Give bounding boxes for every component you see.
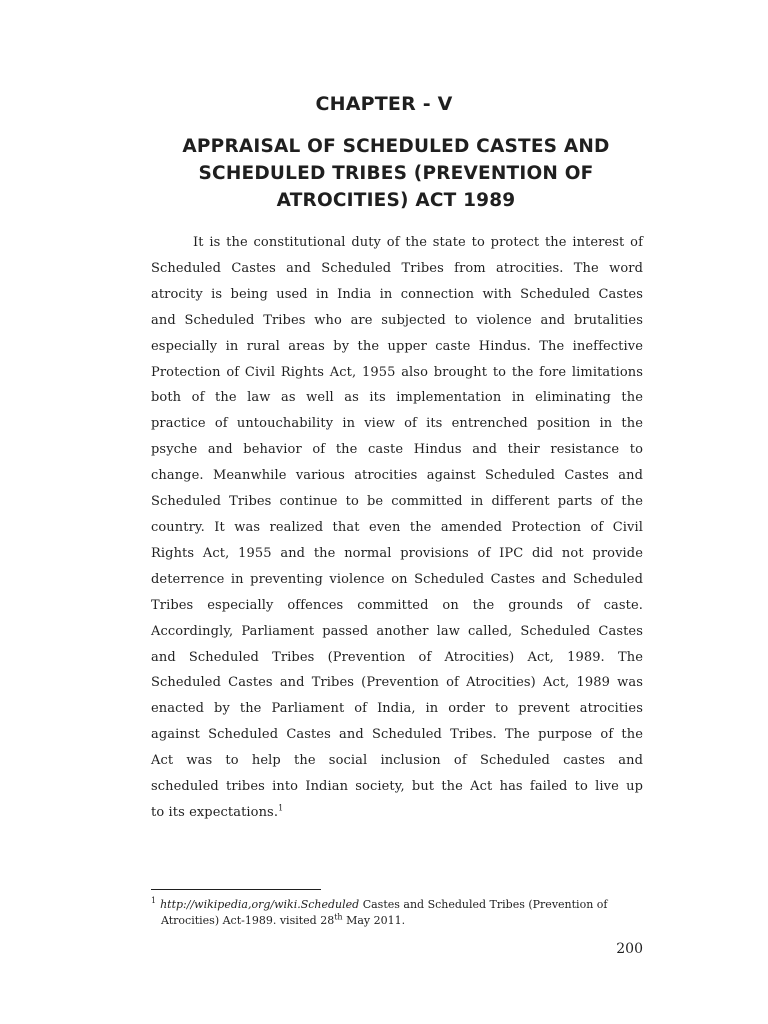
paragraph-line: Scheduled Castes and Tribes (Prevention of Atrocities) Act, 1989 was bbox=[151, 675, 643, 691]
footnote-divider bbox=[151, 889, 321, 890]
paragraph-line: both of the law as well as its implementation in eliminating the bbox=[151, 390, 643, 406]
paragraph-line: and Scheduled Tribes (Prevention of Atrocities) Act, 1989. The bbox=[151, 649, 643, 665]
body-paragraph bbox=[151, 230, 643, 826]
footnote bbox=[151, 897, 643, 929]
paragraph-line: deterrence in preventing violence on Scheduled Castes and Scheduled bbox=[151, 571, 643, 587]
chapter-heading: CHAPTER - V bbox=[315, 93, 453, 115]
paragraph-line: change. Meanwhile various atrocities against Scheduled Castes and bbox=[151, 468, 643, 484]
paragraph-line: Rights Act, 1955 and the normal provisions of IPC did not provide bbox=[151, 545, 643, 561]
footnote-text: Castes and Scheduled Tribes (Prevention of bbox=[359, 898, 608, 911]
paragraph-last-line bbox=[151, 800, 643, 826]
paragraph-line: scheduled tribes into Indian society, but the Act has failed to live up bbox=[151, 779, 643, 795]
paragraph-line: It is the constitutional duty of the state to protect the interest of bbox=[193, 235, 643, 250]
paragraph-line: especially in rural areas by the upper caste Hindus. The ineffective bbox=[151, 338, 643, 354]
footnote-line bbox=[151, 897, 643, 913]
paragraph-line: Tribes especially offences committed on the grounds of caste. bbox=[151, 597, 643, 613]
paragraph-line: and Scheduled Tribes who are subjected to violence and brutalities bbox=[151, 312, 643, 328]
paragraph-line: psyche and behavior of the caste Hindus and their resistance to bbox=[151, 442, 643, 458]
paragraph-line: Act was to help the social inclusion of Scheduled castes and bbox=[151, 753, 643, 769]
paragraph-line: against Scheduled Castes and Scheduled Tribes. The purpose of the bbox=[151, 727, 643, 743]
paragraph-line-text: to its expectations. bbox=[151, 804, 279, 820]
paragraph-line: Accordingly, Parliament passed another law called, Scheduled Castes bbox=[151, 623, 643, 639]
footnote-line bbox=[151, 913, 643, 929]
footnote-reference[interactable]: 1 bbox=[278, 803, 284, 813]
paragraph-line: Scheduled Castes and Scheduled Tribes from atrocities. The word bbox=[151, 260, 643, 276]
paragraph-line: country. It was realized that even the amended Protection of Civil bbox=[151, 519, 643, 535]
footnote-ordinal: th bbox=[334, 912, 343, 922]
footnote-marker: 1 bbox=[151, 896, 157, 906]
paragraph-line: practice of untouchability in view of its entrenched position in the bbox=[151, 416, 643, 432]
footnote-text: Atrocities) Act-1989. visited 28 bbox=[161, 914, 335, 927]
paragraph-line: atrocity is being used in India in connection with Scheduled Castes bbox=[151, 286, 643, 302]
footnote-text: May 2011. bbox=[342, 914, 406, 927]
paragraph-line: enacted by the Parliament of India, in order to prevent atrocities bbox=[151, 701, 643, 717]
chapter-title bbox=[150, 133, 642, 214]
chapter-title-line: SCHEDULED TRIBES (PREVENTION OF bbox=[198, 163, 594, 184]
footnote-url[interactable]: http://wikipedia,org/wiki.Scheduled bbox=[160, 898, 360, 911]
paragraph-line: Protection of Civil Rights Act, 1955 also brought to the fore limitations bbox=[151, 364, 643, 380]
page-number: 200 bbox=[616, 941, 643, 957]
chapter-title-line: APPRAISAL OF SCHEDULED CASTES AND bbox=[182, 136, 610, 157]
paragraph-line: Scheduled Tribes continue to be committed in different parts of the bbox=[151, 494, 643, 510]
chapter-title-line: ATROCITIES) ACT 1989 bbox=[276, 190, 516, 211]
